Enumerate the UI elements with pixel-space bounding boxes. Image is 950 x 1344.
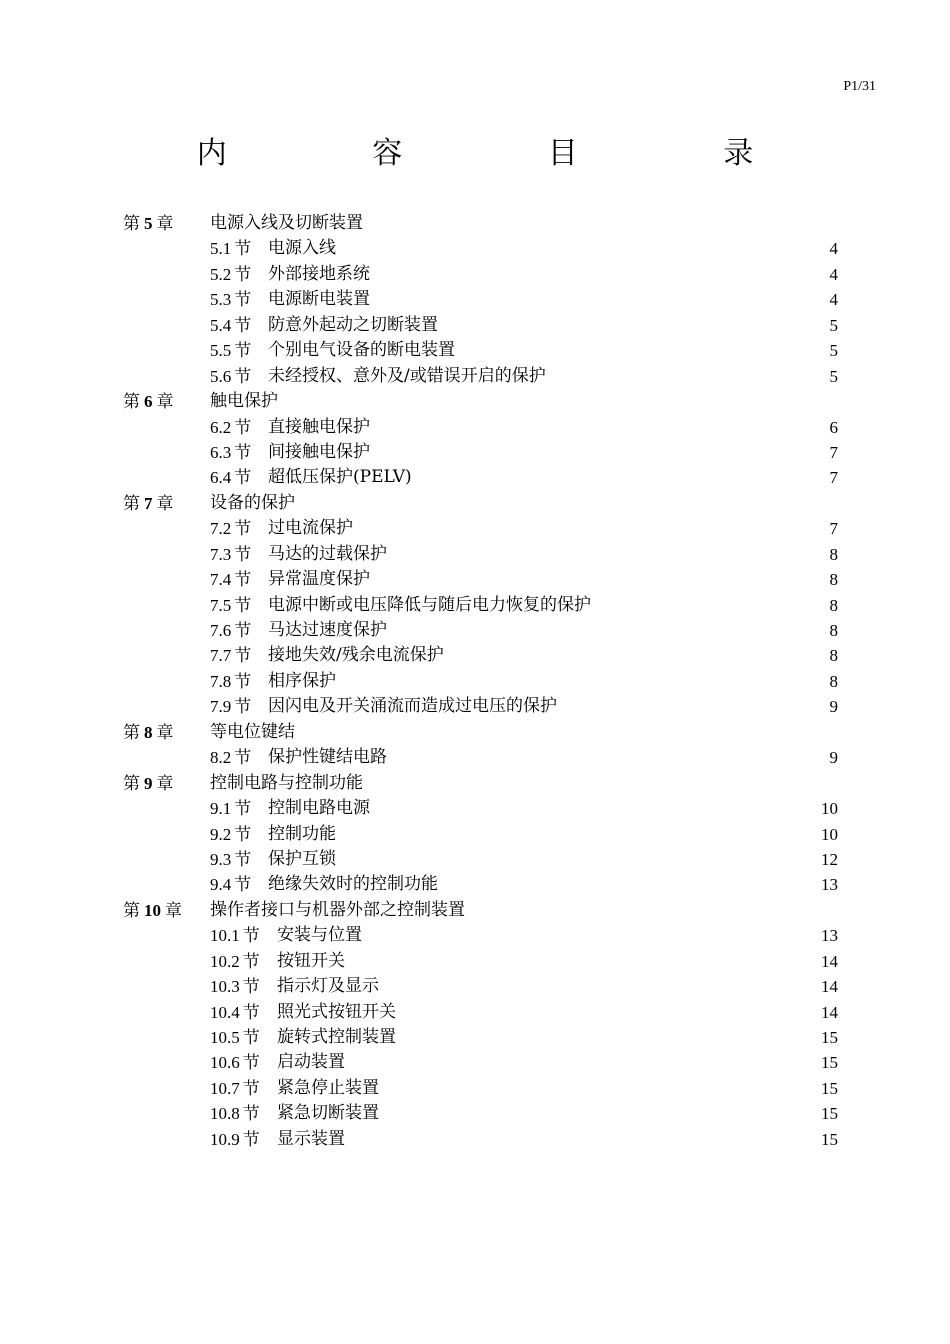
toc-title: 内 容 目 录 xyxy=(196,136,822,171)
section-page-number: 13 xyxy=(821,875,838,895)
section-number-value: 9.2 xyxy=(210,824,232,844)
section-number-value: 7.3 xyxy=(210,544,232,564)
section-page-number: 12 xyxy=(821,849,838,869)
section-title: 外部接地系统 xyxy=(268,263,370,284)
section-suffix: 节 xyxy=(234,646,252,667)
section-page-number: 6 xyxy=(829,417,838,437)
section-number xyxy=(210,745,251,771)
section-suffix: 节 xyxy=(234,315,252,336)
section-title: 相序保护 xyxy=(268,670,336,691)
toc-section-row xyxy=(0,1101,950,1126)
section-suffix: 节 xyxy=(234,849,252,870)
section-page-number: 4 xyxy=(829,264,838,284)
section-title: 电源断电装置 xyxy=(268,289,370,310)
section-number xyxy=(210,974,260,1000)
chapter-label xyxy=(123,211,174,237)
section-page-number: 10 xyxy=(821,799,838,819)
section-page-number: 8 xyxy=(829,544,838,564)
section-title: 照光式按钮开关 xyxy=(277,1001,396,1022)
section-number-value: 6.4 xyxy=(210,468,232,488)
section-title: 显示装置 xyxy=(277,1128,345,1149)
section-page-number: 7 xyxy=(829,442,838,462)
section-number-value: 10.7 xyxy=(210,1078,240,1098)
section-number-value: 5.4 xyxy=(210,315,232,335)
toc-section-row xyxy=(0,949,950,974)
section-number-value: 6.3 xyxy=(210,442,232,462)
section-title: 电源入线 xyxy=(268,238,336,259)
chapter-suffix: 章 xyxy=(156,773,174,794)
section-suffix: 节 xyxy=(242,1028,260,1048)
section-suffix: 节 xyxy=(234,697,252,718)
section-suffix: 节 xyxy=(234,748,252,769)
chapter-prefix: 第 xyxy=(123,493,140,514)
toc-section-row xyxy=(0,643,950,668)
section-page-number: 4 xyxy=(829,239,838,259)
section-suffix: 节 xyxy=(242,1104,260,1125)
section-number xyxy=(210,1050,260,1076)
chapter-number: 7 xyxy=(144,493,153,513)
toc-section-row xyxy=(0,313,950,338)
section-number-value: 10.9 xyxy=(210,1129,240,1149)
section-page-number: 8 xyxy=(829,646,838,666)
section-number xyxy=(210,949,260,975)
section-title: 超低压保护(PELV) xyxy=(268,467,412,488)
section-suffix: 节 xyxy=(234,875,252,896)
chapter-title: 等电位键结 xyxy=(210,721,295,742)
section-suffix: 节 xyxy=(234,519,252,540)
toc-chapter-row xyxy=(0,491,950,516)
chapter-title: 触电保护 xyxy=(210,391,278,412)
section-page-number: 14 xyxy=(821,951,838,971)
section-number-value: 7.8 xyxy=(210,671,232,691)
section-page-number: 15 xyxy=(821,1104,838,1124)
section-suffix: 节 xyxy=(234,671,252,692)
section-title: 绝缘失效时的控制功能 xyxy=(268,874,438,895)
section-number-value: 10.1 xyxy=(210,926,240,946)
section-page-number: 4 xyxy=(829,290,838,310)
section-suffix: 节 xyxy=(234,341,252,362)
section-number-value: 7.7 xyxy=(210,646,232,666)
section-title: 保护性键结电路 xyxy=(268,747,387,768)
section-number-value: 7.4 xyxy=(210,570,232,590)
section-suffix: 节 xyxy=(234,595,252,616)
section-number xyxy=(210,593,251,619)
section-number-value: 10.4 xyxy=(210,1002,240,1022)
section-page-number: 7 xyxy=(829,519,838,539)
section-title: 电源中断或电压降低与随后电力恢复的保护 xyxy=(268,594,591,615)
section-number-value: 7.5 xyxy=(210,595,232,615)
section-suffix: 节 xyxy=(242,977,260,998)
section-page-number: 15 xyxy=(821,1028,838,1047)
chapter-suffix: 章 xyxy=(156,392,174,413)
section-title: 按钮开关 xyxy=(277,950,345,971)
table-of-contents xyxy=(0,211,950,1152)
chapter-prefix: 第 xyxy=(123,392,140,413)
chapter-title: 操作者接口与机器外部之控制装置 xyxy=(210,899,465,920)
toc-section-row xyxy=(0,415,950,440)
toc-section-row xyxy=(0,1127,950,1152)
chapter-suffix: 章 xyxy=(156,722,174,743)
toc-section-row xyxy=(0,872,950,897)
section-suffix: 节 xyxy=(234,290,252,311)
chapter-number: 10 xyxy=(144,900,161,920)
section-title: 控制电路电源 xyxy=(268,798,370,819)
section-title: 过电流保护 xyxy=(268,518,353,539)
section-page-number: 15 xyxy=(821,1129,838,1149)
chapter-prefix: 第 xyxy=(123,722,140,743)
section-number-value: 9.4 xyxy=(210,875,232,895)
section-number-value: 5.5 xyxy=(210,341,232,361)
toc-section-row xyxy=(0,822,950,847)
chapter-number: 6 xyxy=(144,392,153,412)
chapter-title: 控制电路与控制功能 xyxy=(210,772,363,793)
toc-chapter-row xyxy=(0,211,950,236)
section-page-number: 7 xyxy=(829,468,838,488)
section-number xyxy=(210,567,251,593)
toc-section-row xyxy=(0,1076,950,1101)
section-number-value: 8.2 xyxy=(210,748,232,768)
section-page-number: 15 xyxy=(821,1078,838,1098)
section-number-value: 5.6 xyxy=(210,366,232,386)
section-title: 保护互锁 xyxy=(268,848,336,869)
toc-chapter-row xyxy=(0,898,950,923)
section-title: 异常温度保护 xyxy=(268,569,370,590)
section-page-number: 8 xyxy=(829,621,838,640)
chapter-label xyxy=(123,898,182,924)
section-number-value: 6.2 xyxy=(210,417,232,437)
section-number xyxy=(210,669,251,695)
toc-section-row xyxy=(0,338,950,363)
toc-section-row xyxy=(0,593,950,618)
chapter-title: 设备的保护 xyxy=(210,492,295,513)
toc-section-row xyxy=(0,847,950,872)
section-number-value: 10.5 xyxy=(210,1028,240,1047)
section-page-number: 8 xyxy=(829,570,838,590)
section-number xyxy=(210,872,251,898)
section-number-value: 7.2 xyxy=(210,519,232,539)
section-number xyxy=(210,1076,260,1102)
section-page-number: 9 xyxy=(829,748,838,768)
toc-section-row xyxy=(0,974,950,999)
section-suffix: 节 xyxy=(234,468,252,489)
section-title: 个别电气设备的断电装置 xyxy=(268,340,455,361)
section-page-number: 15 xyxy=(821,1053,838,1073)
section-suffix: 节 xyxy=(234,799,252,820)
section-title: 因闪电及开关涌流而造成过电压的保护 xyxy=(268,696,557,717)
section-number xyxy=(210,262,251,288)
chapter-suffix: 章 xyxy=(165,900,182,921)
chapter-number: 8 xyxy=(144,722,153,742)
section-suffix: 节 xyxy=(234,442,252,463)
section-number-value: 7.6 xyxy=(210,621,232,640)
toc-section-row xyxy=(0,542,950,567)
section-title: 安装与位置 xyxy=(277,925,362,946)
section-number-value: 5.3 xyxy=(210,290,232,310)
section-number xyxy=(210,694,251,720)
section-suffix: 节 xyxy=(242,951,260,972)
section-number-value: 5.2 xyxy=(210,264,232,284)
section-number xyxy=(210,465,251,491)
section-suffix: 节 xyxy=(242,1002,260,1023)
section-number xyxy=(210,516,251,542)
section-suffix: 节 xyxy=(234,570,252,591)
toc-section-row xyxy=(0,287,950,312)
section-number xyxy=(210,1000,260,1026)
section-title: 旋转式控制装置 xyxy=(277,1027,396,1047)
toc-section-row xyxy=(0,262,950,287)
section-number xyxy=(210,440,251,466)
section-number xyxy=(210,287,251,313)
section-number-value: 10.3 xyxy=(210,977,240,997)
chapter-number: 5 xyxy=(144,214,153,233)
section-number-value: 5.1 xyxy=(210,239,232,259)
toc-section-row xyxy=(0,567,950,592)
section-title: 紧急停止装置 xyxy=(277,1077,379,1098)
section-title: 控制功能 xyxy=(268,823,336,844)
section-number xyxy=(210,618,251,644)
section-title: 启动装置 xyxy=(277,1052,345,1073)
section-title: 防意外起动之切断装置 xyxy=(268,314,438,335)
section-number xyxy=(210,364,251,390)
section-number-value: 7.9 xyxy=(210,697,232,717)
section-suffix: 节 xyxy=(234,417,252,438)
section-title: 指示灯及显示 xyxy=(277,976,379,997)
section-title: 未经授权、意外及/或错误开启的保护 xyxy=(268,365,546,386)
section-suffix: 节 xyxy=(242,1078,260,1099)
section-page-number: 13 xyxy=(821,926,838,946)
chapter-number: 9 xyxy=(144,773,153,793)
section-number xyxy=(210,822,251,848)
section-number-value: 10.8 xyxy=(210,1104,240,1124)
chapter-prefix: 第 xyxy=(123,773,140,794)
section-title: 紧急切断装置 xyxy=(277,1103,379,1124)
section-suffix: 节 xyxy=(234,544,252,565)
toc-section-row xyxy=(0,465,950,490)
section-title: 直接触电保护 xyxy=(268,416,370,437)
section-number xyxy=(210,796,251,822)
chapter-label xyxy=(123,720,174,746)
section-suffix: 节 xyxy=(234,621,252,641)
section-number-value: 9.3 xyxy=(210,849,232,869)
section-number xyxy=(210,313,251,339)
toc-section-row xyxy=(0,745,950,770)
section-page-number: 14 xyxy=(821,1002,838,1022)
chapter-title: 电源入线及切断装置 xyxy=(210,213,363,233)
toc-chapter-row xyxy=(0,771,950,796)
section-title: 接地失效/残余电流保护 xyxy=(268,645,444,666)
section-page-number: 14 xyxy=(821,977,838,997)
section-page-number: 10 xyxy=(821,824,838,844)
section-title: 马达过速度保护 xyxy=(268,620,387,640)
section-page-number: 8 xyxy=(829,595,838,615)
section-number xyxy=(210,923,260,949)
section-number xyxy=(210,1127,260,1153)
section-page-number: 9 xyxy=(829,697,838,717)
section-suffix: 节 xyxy=(242,1053,260,1074)
section-number-value: 10.6 xyxy=(210,1053,240,1073)
section-number-value: 10.2 xyxy=(210,951,240,971)
section-title: 马达的过载保护 xyxy=(268,543,387,564)
toc-section-row xyxy=(0,796,950,821)
chapter-suffix: 章 xyxy=(156,493,174,514)
section-page-number: 5 xyxy=(829,366,838,386)
toc-section-row xyxy=(0,1025,950,1050)
section-number xyxy=(210,542,251,568)
chapter-label xyxy=(123,389,174,415)
section-page-number: 5 xyxy=(829,341,838,361)
chapter-prefix: 第 xyxy=(123,214,140,234)
section-suffix: 节 xyxy=(234,824,252,845)
toc-chapter-row xyxy=(0,720,950,745)
toc-section-row xyxy=(0,669,950,694)
section-number xyxy=(210,847,251,873)
section-suffix: 节 xyxy=(234,239,252,260)
section-suffix: 节 xyxy=(242,926,260,947)
toc-chapter-row xyxy=(0,389,950,414)
section-number xyxy=(210,1101,260,1127)
section-title: 间接触电保护 xyxy=(268,441,370,462)
section-suffix: 节 xyxy=(234,366,252,387)
page-number: P1/31 xyxy=(843,79,876,94)
section-suffix: 节 xyxy=(234,264,252,285)
toc-section-row xyxy=(0,1050,950,1075)
toc-section-row xyxy=(0,516,950,541)
chapter-label xyxy=(123,491,174,517)
chapter-prefix: 第 xyxy=(123,900,140,921)
section-number xyxy=(210,236,251,262)
toc-section-row xyxy=(0,694,950,719)
chapter-suffix: 章 xyxy=(156,214,174,234)
section-number xyxy=(210,415,251,441)
section-page-number: 8 xyxy=(829,671,838,691)
toc-section-row xyxy=(0,1000,950,1025)
section-suffix: 节 xyxy=(242,1129,260,1150)
toc-section-row xyxy=(0,618,950,643)
toc-section-row xyxy=(0,923,950,948)
toc-section-row xyxy=(0,364,950,389)
chapter-label xyxy=(123,771,174,797)
section-number xyxy=(210,338,251,364)
section-page-number: 5 xyxy=(829,315,838,335)
toc-section-row xyxy=(0,440,950,465)
section-number xyxy=(210,643,251,669)
section-number xyxy=(210,1025,260,1051)
toc-section-row xyxy=(0,236,950,261)
section-number-value: 9.1 xyxy=(210,799,232,819)
